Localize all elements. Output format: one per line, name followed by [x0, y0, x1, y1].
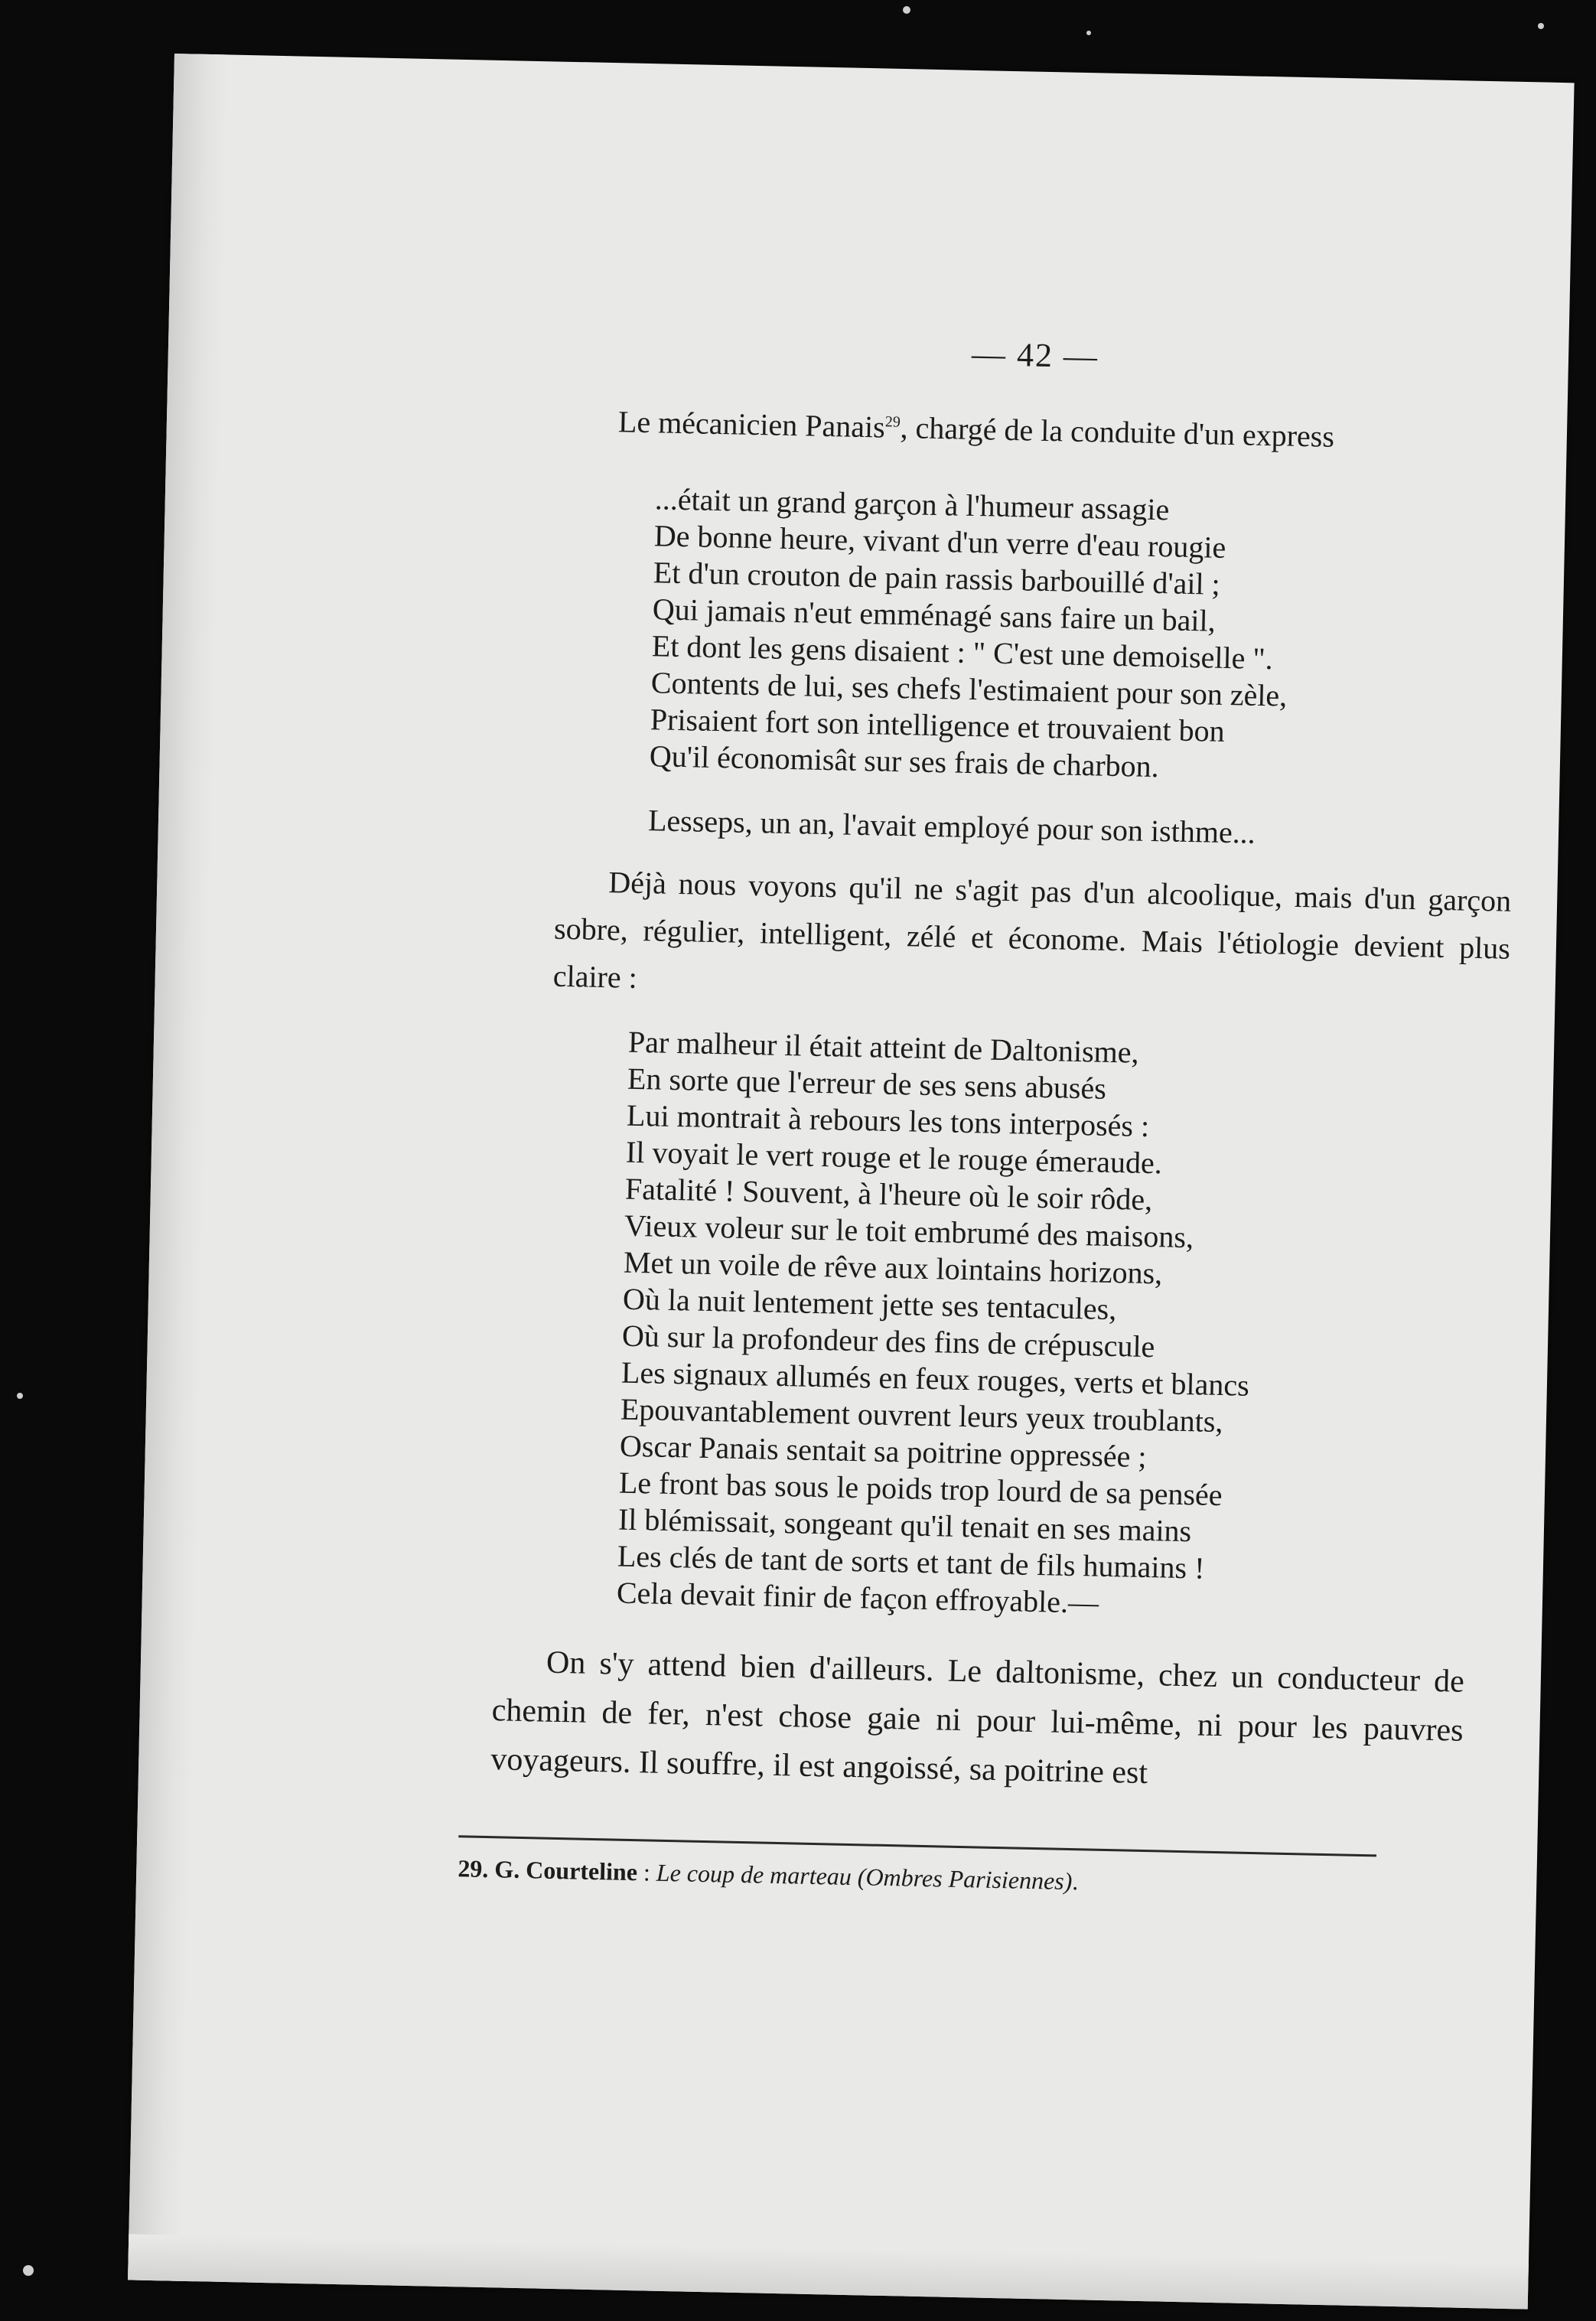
verse-line: Qui jamais n'eut emménagé sans faire un bail,	[652, 592, 1217, 638]
verse-line: Il blémissait, songeant qu'il tenait en ses mains	[617, 1501, 1192, 1549]
verse-line: ...était un grand garçon à l'humeur assagie	[654, 481, 1170, 527]
verse-line: Met un voile de rêve aux lointains horizons,	[623, 1244, 1163, 1291]
dust-speck	[23, 2265, 34, 2276]
verse-line: Oscar Panais sentait sa poitrine oppressée ;	[619, 1428, 1148, 1475]
poem-stanza-1	[649, 481, 1291, 787]
verse-line: Où sur la profondeur des fins de crépuscule	[621, 1318, 1155, 1364]
footnote-reference: 29	[884, 413, 901, 431]
footnote	[458, 1854, 1079, 1896]
verse-line: Et d'un crouton de pain rassis barbouillé d'ail ;	[653, 555, 1221, 601]
footnote-title: Le coup de marteau	[656, 1858, 852, 1891]
footnote-separator	[458, 1835, 1376, 1856]
verse-line: Prisaient fort son intelligence et trouvaient bon	[650, 702, 1226, 748]
verse-line: Lui montrait à rebours les tons interposés :	[626, 1097, 1150, 1143]
intro-text-continued: , chargé de la conduite d'un express	[900, 409, 1335, 454]
verse-line: Cela devait finir de façon effroyable.—	[616, 1575, 1099, 1620]
footnote-number: 29.	[458, 1854, 489, 1883]
intro-text: Le mécanicien Panais	[617, 404, 886, 445]
verse-line: Et dont les gens disaient : " C'est une demoiselle ".	[651, 628, 1274, 676]
paragraph-conclusion: On s'y attend bien d'ailleurs. Le daltonisme, chez un conducteur de chemin de fer, n'est chose gaie ni pour lui-même, ni pour les pauvres voyageurs. Il souffre, il est angoissé, sa poitrine est	[490, 1645, 1465, 1791]
footnote-collection: (Ombres Parisiennes)	[857, 1863, 1073, 1896]
page-number: — 42 —	[971, 334, 1099, 376]
footnote-separator-text: :	[637, 1858, 657, 1886]
poem-stanza-2	[616, 1024, 1256, 1625]
lesseps-line: Lesseps, un an, l'avait employé pour son isthme...	[647, 803, 1256, 850]
paragraph-daltonism-intro: Déjà nous voyons qu'il ne s'agit pas d'un alcoolique, mais d'un garçon sobre, régulier, intelligent, zélé et économe. Mais l'étiologie devient plus claire :	[552, 865, 1512, 995]
verse-line: Il voyait le vert rouge et le rouge émeraude.	[625, 1134, 1163, 1181]
verse-line: Par malheur il était atteint de Daltonisme,	[627, 1024, 1139, 1070]
dust-speck	[17, 1393, 23, 1399]
dust-speck	[903, 6, 910, 14]
intro-line	[618, 403, 1537, 459]
verse-line: Le front bas sous le poids trop lourd de sa pensée	[618, 1465, 1223, 1513]
footnote-author: G. Courteline	[494, 1855, 638, 1886]
page-content	[128, 54, 1575, 2310]
verse-line: De bonne heure, vivant d'un verre d'eau rougie	[653, 518, 1226, 565]
verse-line: En sorte que l'erreur de ses sens abusés	[627, 1061, 1107, 1106]
footnote-end: .	[1072, 1867, 1079, 1896]
verse-line: Contents de lui, ses chefs l'estimaient pour son zèle,	[650, 665, 1288, 713]
verse-line: Les clés de tant de sorts et tant de fils humains !	[617, 1538, 1205, 1586]
verse-line: Fatalité ! Souvent, à l'heure où le soir rôde,	[624, 1171, 1153, 1218]
verse-line: Qu'il économisât sur ses frais de charbon.	[649, 738, 1160, 784]
book-page	[128, 54, 1575, 2310]
verse-line: Où la nuit lentement jette ses tentacules,	[622, 1281, 1117, 1327]
dust-speck	[1086, 31, 1091, 35]
verse-line: Les signaux allumés en feux rouges, verts et blancs	[620, 1354, 1250, 1403]
verse-line: Vieux voleur sur le toit embrumé des maisons,	[624, 1208, 1194, 1255]
verse-line: Epouvantablement ouvrent leurs yeux troublants,	[620, 1391, 1223, 1439]
dust-speck	[1538, 23, 1544, 29]
